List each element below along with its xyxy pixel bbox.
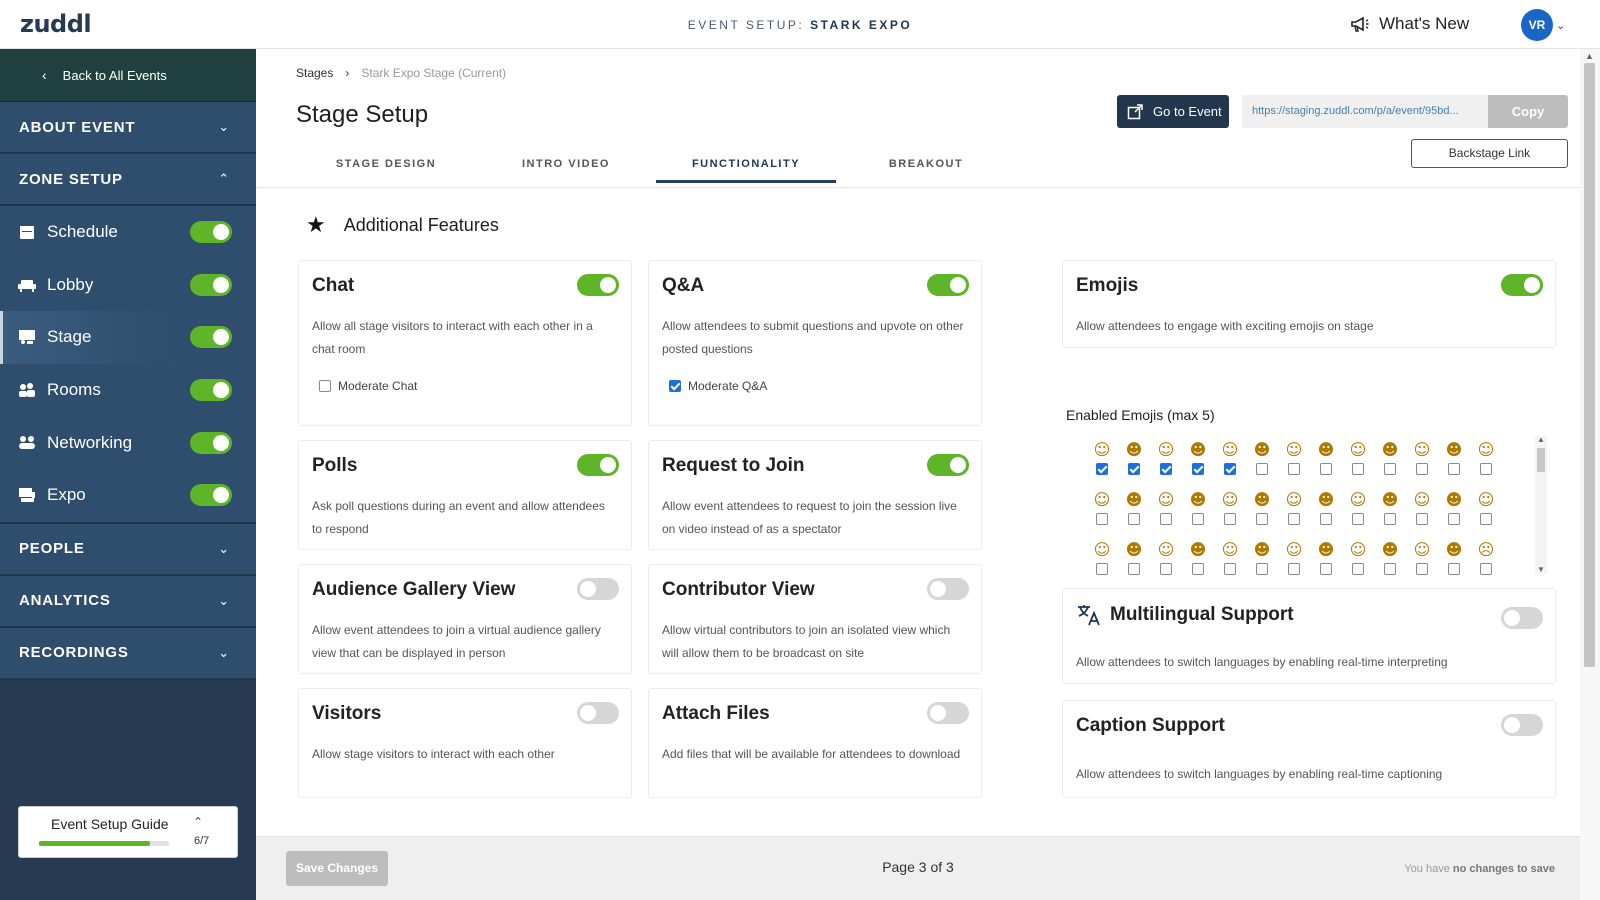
card-description: Allow attendees to submit questions and upvote on other posted questions (662, 319, 964, 356)
emoji-face-icon[interactable]: ☺ (1221, 440, 1239, 459)
guide-count: 6/7 (194, 835, 210, 847)
emoji-face-icon[interactable]: ☻ (1125, 540, 1143, 559)
networking-toggle[interactable] (190, 432, 232, 454)
emoji-option[interactable] (1278, 540, 1310, 578)
scroll-thumb[interactable] (1537, 448, 1545, 472)
polls-card (298, 440, 632, 550)
emoji-face-icon[interactable]: ☺ (1221, 540, 1239, 559)
multilingual-toggle[interactable] (1501, 607, 1543, 629)
card-description: Allow virtual contributors to join an isolated view which will allow them to be broadcast on site (662, 623, 951, 660)
emoji-option[interactable] (1406, 490, 1438, 540)
emoji-option[interactable] (1118, 540, 1150, 578)
emoji-checkbox[interactable] (1224, 463, 1236, 475)
section-people[interactable] (0, 524, 256, 576)
zuddl-logo[interactable]: zuddl (20, 10, 92, 38)
chevron-down-icon[interactable]: ⌄ (1556, 20, 1566, 32)
emoji-checkbox[interactable] (1128, 513, 1140, 525)
expo-toggle[interactable] (190, 484, 232, 506)
emoji-checkbox[interactable] (1352, 563, 1364, 575)
emoji-option[interactable] (1470, 490, 1502, 540)
section-label: RECORDINGS (19, 644, 129, 662)
zone-item-label: Networking (47, 432, 133, 452)
top-bar (0, 0, 1600, 49)
card-description: Allow stage visitors to interact with each other (312, 747, 555, 761)
emoji-face-icon[interactable]: ☺ (1221, 490, 1239, 509)
section-label: ABOUT EVENT (19, 118, 136, 136)
card-description: Allow event attendees to request to join the session live on video instead of as a spectator (662, 499, 957, 536)
caption-support-toggle[interactable] (1501, 714, 1543, 736)
emoji-face-icon[interactable]: ☹ (1477, 540, 1495, 559)
emoji-option[interactable] (1342, 490, 1374, 540)
emoji-option[interactable] (1118, 490, 1150, 540)
emoji-checkbox[interactable] (1448, 513, 1460, 525)
emoji-checkbox[interactable] (1320, 513, 1332, 525)
chat-toggle[interactable] (577, 274, 619, 296)
emoji-option[interactable] (1118, 440, 1150, 490)
card-description: Allow all stage visitors to interact with each other in a chat room (312, 319, 593, 356)
emoji-option[interactable] (1086, 440, 1118, 490)
emoji-option[interactable] (1342, 440, 1374, 490)
zone-item-label: Expo (47, 485, 86, 505)
card-title-label: Multilingual Support (1110, 604, 1294, 625)
rooms-toggle[interactable] (190, 379, 232, 401)
contributor-view-card (648, 564, 982, 674)
emoji-option[interactable] (1438, 440, 1470, 490)
emoji-option[interactable] (1246, 490, 1278, 540)
whats-new-button[interactable] (1350, 14, 1469, 34)
emoji-checkbox[interactable] (1448, 563, 1460, 575)
zone-list (0, 206, 256, 524)
chevron-up-icon[interactable]: ⌃ (193, 815, 204, 829)
tab-intro-video[interactable]: INTRO VIDEO (521, 158, 610, 170)
event-setup-guide[interactable] (18, 806, 238, 858)
emoji-face-icon[interactable]: ☺ (1157, 540, 1175, 559)
zone-item-expo[interactable] (0, 469, 256, 522)
zone-item-label: Schedule (47, 222, 118, 242)
audience-gallery-toggle[interactable] (577, 578, 619, 600)
star-icon: ★ (306, 212, 326, 237)
emoji-option[interactable] (1182, 490, 1214, 540)
chevron-right-icon: › (345, 66, 350, 80)
tab-functionality[interactable]: FUNCTIONALITY (656, 145, 836, 183)
scroll-up-icon[interactable]: ▲ (1537, 435, 1545, 444)
emoji-option[interactable] (1438, 490, 1470, 540)
moderate-chat-checkbox[interactable] (319, 379, 417, 393)
emoji-face-icon[interactable]: ☺ (1349, 540, 1367, 559)
emoji-checkbox[interactable] (1096, 513, 1108, 525)
emoji-option[interactable] (1086, 540, 1118, 578)
emoji-face-icon[interactable]: ☻ (1381, 440, 1399, 459)
emoji-option[interactable] (1374, 490, 1406, 540)
scroll-up-icon[interactable]: ▲ (1585, 51, 1594, 61)
emoji-checkbox[interactable] (1160, 563, 1172, 575)
chat-card (298, 260, 632, 426)
card-description: Allow attendees to switch languages by enabling real-time interpreting (1076, 655, 1448, 669)
emoji-checkbox[interactable] (1480, 563, 1492, 575)
back-label: Back to All Events (62, 67, 167, 83)
handshake-icon (18, 434, 36, 452)
emoji-face-icon[interactable]: ☻ (1189, 440, 1207, 459)
save-status (1404, 863, 1555, 875)
emoji-option[interactable] (1246, 540, 1278, 578)
breadcrumb (296, 66, 506, 80)
emoji-face-icon[interactable]: ☺ (1413, 540, 1431, 559)
emoji-option[interactable] (1342, 540, 1374, 578)
chevron-down-icon: ⌄ (218, 540, 230, 556)
request-to-join-toggle[interactable] (927, 454, 969, 476)
multilingual-card (1062, 588, 1556, 684)
emoji-face-icon[interactable]: ☺ (1477, 440, 1495, 459)
emoji-option[interactable] (1374, 440, 1406, 490)
card-description: Allow attendees to engage with exciting emojis on stage (1076, 319, 1374, 333)
emoji-face-icon[interactable]: ☻ (1381, 540, 1399, 559)
emoji-checkbox[interactable] (1288, 563, 1300, 575)
qa-card (648, 260, 982, 426)
page-scrollbar[interactable] (1580, 49, 1600, 900)
polls-toggle[interactable] (577, 454, 619, 476)
emoji-option[interactable] (1310, 540, 1342, 578)
section-analytics[interactable] (0, 576, 256, 628)
backstage-link-button[interactable]: Backstage Link (1411, 139, 1568, 168)
emoji-face-icon[interactable]: ☺ (1285, 540, 1303, 559)
emoji-checkbox[interactable] (1384, 513, 1396, 525)
zone-item-schedule[interactable] (0, 206, 256, 259)
card-title: Q&A (662, 275, 705, 296)
go-to-event-button[interactable] (1117, 95, 1229, 128)
attach-files-card (648, 688, 982, 798)
guide-progress-fill (39, 841, 150, 846)
scroll-down-icon[interactable]: ▼ (1537, 565, 1545, 574)
zone-item-networking[interactable] (0, 416, 256, 469)
emoji-option[interactable] (1310, 440, 1342, 490)
card-title: Caption Support (1076, 715, 1225, 736)
emoji-checkbox[interactable] (1448, 463, 1460, 475)
zone-item-rooms[interactable] (0, 364, 256, 417)
emoji-face-icon[interactable]: ☻ (1253, 540, 1271, 559)
emoji-face-icon[interactable]: ☺ (1413, 440, 1431, 459)
guide-progress-bar (39, 841, 169, 846)
group-icon (18, 381, 36, 399)
megaphone-icon (1350, 15, 1370, 33)
visitors-card (298, 688, 632, 798)
emoji-checkbox[interactable] (1416, 463, 1428, 475)
emoji-face-icon[interactable]: ☻ (1253, 440, 1271, 459)
main-panel (256, 49, 1580, 836)
card-title: Audience Gallery View (312, 579, 516, 600)
card-title: Contributor View (662, 579, 815, 600)
emoji-face-icon[interactable]: ☻ (1381, 490, 1399, 509)
emoji-face-icon[interactable]: ☺ (1093, 490, 1111, 509)
emoji-checkbox[interactable] (1352, 463, 1364, 475)
save-changes-button[interactable]: Save Changes (286, 851, 388, 886)
emoji-face-icon[interactable]: ☺ (1157, 440, 1175, 459)
emoji-checkbox[interactable] (1352, 513, 1364, 525)
emoji-checkbox[interactable] (1480, 513, 1492, 525)
tab-breakout[interactable]: BREAKOUT (888, 158, 964, 170)
emoji-option[interactable] (1214, 540, 1246, 578)
emoji-checkbox[interactable] (1128, 563, 1140, 575)
card-title: Polls (312, 455, 358, 476)
emoji-checkbox[interactable] (1320, 563, 1332, 575)
request-to-join-card (648, 440, 982, 550)
page-indicator: Page 3 of 3 (882, 859, 954, 875)
emoji-option[interactable] (1406, 540, 1438, 578)
section-about-event[interactable] (0, 102, 256, 154)
emoji-option[interactable] (1310, 490, 1342, 540)
emoji-checkbox[interactable] (1096, 463, 1108, 475)
emoji-face-icon[interactable]: ☻ (1125, 490, 1143, 509)
emoji-checkbox[interactable] (1480, 463, 1492, 475)
tab-bar (296, 145, 1016, 183)
functionality-content (256, 188, 1580, 836)
attach-files-toggle[interactable] (927, 702, 969, 724)
emoji-checkbox[interactable] (1416, 563, 1428, 575)
emoji-checkbox[interactable] (1224, 563, 1236, 575)
emoji-option[interactable] (1182, 540, 1214, 578)
emoji-checkbox[interactable] (1192, 513, 1204, 525)
section-zone-setup[interactable] (0, 154, 256, 206)
emoji-checkbox[interactable] (1384, 563, 1396, 575)
chevron-down-icon: ⌄ (218, 119, 230, 134)
emoji-option[interactable] (1150, 440, 1182, 490)
emoji-face-icon[interactable]: ☺ (1285, 490, 1303, 509)
emoji-face-icon[interactable]: ☻ (1317, 490, 1335, 509)
emoji-face-icon[interactable]: ☺ (1093, 540, 1111, 559)
section-heading-label: Additional Features (343, 214, 499, 235)
zone-item-lobby[interactable] (0, 259, 256, 312)
emoji-face-icon[interactable]: ☺ (1477, 490, 1495, 509)
translate-icon (1076, 603, 1102, 627)
emoji-option[interactable] (1150, 490, 1182, 540)
emoji-checkbox[interactable] (1416, 513, 1428, 525)
visitors-toggle[interactable] (577, 702, 619, 724)
emoji-checkbox[interactable] (1192, 463, 1204, 475)
emoji-option[interactable] (1150, 540, 1182, 578)
chevron-down-icon: ⌄ (218, 592, 230, 608)
section-label: ANALYTICS (19, 592, 111, 610)
emoji-option[interactable] (1246, 440, 1278, 490)
user-avatar[interactable]: VR (1521, 9, 1553, 41)
emoji-checkbox[interactable] (1288, 463, 1300, 475)
schedule-toggle[interactable] (190, 221, 232, 243)
zone-item-label: Rooms (47, 380, 101, 400)
card-title: Visitors (312, 703, 382, 724)
emoji-option[interactable] (1086, 490, 1118, 540)
page-title: Stage Setup (296, 101, 429, 128)
section-label: ZONE SETUP (19, 170, 123, 188)
emoji-checkbox[interactable] (1160, 463, 1172, 475)
emoji-option[interactable] (1278, 440, 1310, 490)
emoji-checkbox[interactable] (1320, 463, 1332, 475)
enabled-emojis-label: Enabled Emojis (max 5) (1066, 407, 1215, 423)
card-title: Emojis (1076, 275, 1139, 296)
emoji-checkbox[interactable] (1288, 513, 1300, 525)
audience-gallery-card (298, 564, 632, 674)
emoji-face-icon[interactable]: ☻ (1445, 540, 1463, 559)
emoji-face-icon[interactable]: ☺ (1349, 490, 1367, 509)
checkbox-label: Moderate Chat (338, 379, 418, 393)
lobby-toggle[interactable] (190, 274, 232, 296)
card-title (1076, 603, 1294, 627)
checkbox[interactable] (669, 380, 681, 392)
sofa-icon (18, 276, 36, 294)
emoji-checkbox[interactable] (1256, 463, 1268, 475)
emoji-option[interactable] (1182, 440, 1214, 490)
emoji-option[interactable] (1214, 440, 1246, 490)
emoji-checkbox[interactable] (1192, 563, 1204, 575)
emoji-scrollbar[interactable] (1535, 436, 1547, 574)
qa-toggle[interactable] (927, 274, 969, 296)
emoji-option[interactable] (1470, 440, 1502, 490)
contributor-view-toggle[interactable] (927, 578, 969, 600)
emoji-face-icon[interactable]: ☺ (1349, 440, 1367, 459)
emoji-option[interactable] (1470, 540, 1502, 578)
zone-item-stage[interactable] (0, 311, 256, 364)
emojis-toggle[interactable] (1501, 274, 1543, 296)
emoji-face-icon[interactable]: ☺ (1093, 440, 1111, 459)
checkbox[interactable] (319, 380, 331, 392)
emoji-checkbox[interactable] (1224, 513, 1236, 525)
emoji-face-icon[interactable]: ☺ (1285, 440, 1303, 459)
event-url-field[interactable]: https://staging.zuddl.com/p/a/event/95bd... (1242, 95, 1488, 128)
tab-stage-design[interactable]: STAGE DESIGN (335, 158, 437, 170)
emoji-face-icon[interactable]: ☺ (1157, 490, 1175, 509)
scroll-thumb[interactable] (1584, 63, 1595, 667)
emojis-card (1062, 260, 1556, 348)
whats-new-label: What's New (1379, 14, 1470, 33)
chevron-down-icon: ⌄ (218, 644, 230, 660)
emoji-option[interactable] (1278, 490, 1310, 540)
additional-features-heading (306, 212, 499, 238)
card-title: Chat (312, 275, 355, 296)
emoji-checkbox[interactable] (1256, 563, 1268, 575)
chevron-left-icon: ‹ (42, 67, 47, 83)
card-description: Ask poll questions during an event and allow attendees to respond (312, 499, 605, 536)
presentation-icon (18, 328, 36, 346)
save-status-prefix: You have (1404, 863, 1450, 875)
event-name: STARK EXPO (810, 18, 913, 32)
emoji-face-icon[interactable]: ☺ (1413, 490, 1431, 509)
calendar-icon (18, 223, 36, 241)
sidebar (0, 49, 256, 900)
event-title-prefix: EVENT SETUP: (687, 18, 805, 32)
card-description: Add files that will be available for attendees to download (662, 747, 961, 761)
breadcrumb-stages[interactable]: Stages (296, 66, 334, 80)
emoji-option[interactable] (1406, 440, 1438, 490)
stage-header (256, 49, 1580, 188)
emoji-face-icon[interactable]: ☻ (1445, 440, 1463, 459)
emoji-face-icon[interactable]: ☻ (1125, 440, 1143, 459)
external-link-icon (1127, 104, 1143, 120)
card-title: Request to Join (662, 455, 805, 476)
section-recordings[interactable] (0, 628, 256, 680)
zone-item-label: Lobby (47, 274, 94, 294)
booth-icon (18, 486, 36, 504)
section-label: PEOPLE (19, 540, 85, 558)
copy-url-button[interactable]: Copy (1488, 95, 1568, 128)
caption-support-card (1062, 700, 1556, 798)
emoji-option[interactable] (1374, 540, 1406, 578)
emoji-face-icon[interactable]: ☻ (1253, 490, 1271, 509)
checkbox-label: Moderate Q&A (688, 379, 768, 393)
emoji-option[interactable] (1438, 540, 1470, 578)
back-to-events-link[interactable] (0, 49, 256, 102)
go-to-event-label: Go to Event (1153, 104, 1222, 119)
emoji-face-icon[interactable]: ☻ (1317, 540, 1335, 559)
zone-item-label: Stage (47, 327, 92, 347)
emoji-checkbox[interactable] (1160, 513, 1172, 525)
emoji-checkbox[interactable] (1128, 463, 1140, 475)
guide-title: Event Setup Guide (51, 816, 169, 832)
moderate-qa-checkbox[interactable] (669, 379, 767, 393)
emoji-face-icon[interactable]: ☻ (1317, 440, 1335, 459)
stage-toggle[interactable] (190, 326, 232, 348)
emoji-face-icon[interactable]: ☻ (1445, 490, 1463, 509)
emoji-face-icon[interactable]: ☻ (1189, 540, 1207, 559)
emoji-picker (1066, 428, 1553, 578)
chevron-up-icon: ⌃ (218, 171, 230, 186)
emoji-option[interactable] (1214, 490, 1246, 540)
card-title: Attach Files (662, 703, 770, 724)
emoji-checkbox[interactable] (1096, 563, 1108, 575)
emoji-checkbox[interactable] (1256, 513, 1268, 525)
footer-bar (256, 836, 1580, 900)
card-description: Allow event attendees to join a virtual audience gallery view that can be displayed in person (312, 623, 601, 660)
emoji-face-icon[interactable]: ☻ (1189, 490, 1207, 509)
card-description: Allow attendees to switch languages by enabling real-time captioning (1076, 767, 1443, 781)
breadcrumb-current: Stark Expo Stage (Current) (361, 66, 507, 80)
save-status-bold: no changes to save (1452, 863, 1555, 875)
emoji-grid (1086, 440, 1502, 578)
emoji-checkbox[interactable] (1384, 463, 1396, 475)
